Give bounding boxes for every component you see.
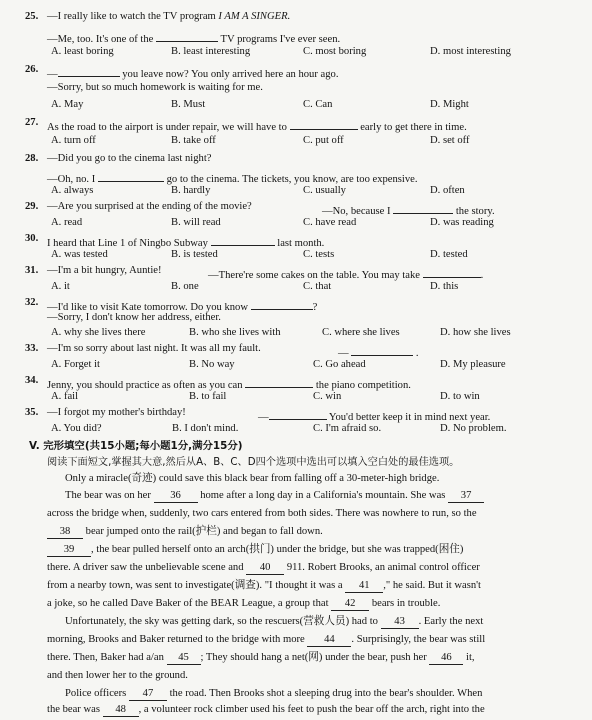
q33-option-a[interactable]: A. Forget it bbox=[51, 359, 100, 370]
q29-reply: —No, because I the story. bbox=[322, 202, 495, 218]
passage-text: there. A driver saw the unbelievable scene and 40 911. Robert Brooks, an animal control officer bbox=[47, 562, 480, 573]
passage-line-10 bbox=[0, 635, 592, 650]
passage-text: Unfortunately, the sky was getting dark, so the rescuers(营救人员) had to 43 . Early the next bbox=[65, 616, 484, 627]
q29-option-a[interactable]: A. read bbox=[51, 217, 83, 228]
q27-option-b[interactable]: B. take off bbox=[171, 135, 216, 146]
passage-text: there. Then, Baker had a/an 45 ; They should hang a net(网) under the bear, push her 46 it, bbox=[47, 652, 475, 663]
q25-reply: —Me, too. It's one of the TV programs I've ever seen. bbox=[47, 30, 340, 46]
q30-stem: I heard that Line 1 of Ningbo Subway last month. bbox=[47, 234, 324, 250]
passage-line-6 bbox=[0, 563, 592, 578]
q25-option-c[interactable]: C. most boring bbox=[303, 46, 367, 57]
passage-text: 38 bear jumped onto the rail(护栏) and began to fall down. bbox=[47, 527, 323, 539]
passage-line-11 bbox=[0, 653, 592, 668]
q31-stem-line bbox=[0, 266, 592, 281]
q34-stem-line bbox=[0, 376, 592, 391]
passage-text: and then lower her to the ground. bbox=[47, 670, 188, 681]
q28-option-b[interactable]: B. hardly bbox=[171, 185, 211, 196]
q35-option-c[interactable]: C. I'm afraid so. bbox=[313, 423, 382, 434]
q32-stem: —I'd like to visit Kate tomorrow. Do you know ? bbox=[47, 298, 317, 314]
blank-38[interactable]: 38 bbox=[47, 527, 83, 539]
q32-reply: —Sorry, I don't know her address, either. bbox=[47, 312, 221, 323]
q32-option-a[interactable]: A. why she lives there bbox=[51, 327, 146, 338]
q30-option-d[interactable]: D. tested bbox=[430, 249, 468, 260]
q29-stem: —Are you surprised at the ending of the movie? bbox=[47, 201, 252, 212]
q30-option-b[interactable]: B. is tested bbox=[171, 249, 218, 260]
q31-option-b[interactable]: B. one bbox=[171, 281, 199, 292]
passage-line-8 bbox=[0, 599, 592, 614]
blank-39[interactable]: 39 bbox=[47, 545, 91, 557]
passage-line-4 bbox=[0, 527, 592, 542]
blank-45[interactable]: 45 bbox=[167, 653, 201, 665]
blank-37[interactable]: 37 bbox=[448, 491, 484, 503]
passage-line-2 bbox=[0, 491, 592, 506]
blank-42[interactable]: 42 bbox=[331, 599, 369, 611]
q29-options bbox=[0, 218, 592, 233]
q31-reply: —There're some cakes on the table. You may take . bbox=[208, 266, 483, 282]
passage-text: across the bridge when, suddenly, two cars entered from both sides. There was nowhere to run, so the bbox=[47, 508, 477, 519]
q28-option-c[interactable]: C. usually bbox=[303, 185, 346, 196]
q27-number: 27. bbox=[25, 117, 39, 128]
q31-option-a[interactable]: A. it bbox=[51, 281, 70, 292]
q25-option-d[interactable]: D. most interesting bbox=[430, 46, 511, 57]
q27-option-c[interactable]: C. put off bbox=[303, 135, 344, 146]
passage-text: Police officers 47 the road. Then Brooks shot a sleeping drug into the bear's shoulder. When bbox=[65, 688, 483, 699]
q33-reply: — . bbox=[338, 344, 419, 360]
passage-line-9 bbox=[0, 617, 592, 632]
q35-option-d[interactable]: D. No problem. bbox=[440, 423, 507, 434]
blank-47[interactable]: 47 bbox=[129, 689, 167, 701]
q32-options bbox=[0, 328, 592, 343]
q35-number: 35. bbox=[25, 407, 39, 418]
q25-stem: —I really like to watch the TV program I AM A SINGER. bbox=[47, 11, 291, 22]
q35-stem: —I forgot my mother's birthday! bbox=[47, 407, 186, 418]
passage-text: the bear was 48 , a volunteer rock climber used his feet to push the bear off the arch, right into the bbox=[47, 704, 485, 715]
q25-reply-line bbox=[0, 30, 592, 45]
q28-number: 28. bbox=[25, 153, 39, 164]
q25-blank bbox=[156, 30, 218, 42]
q33-stem: —I'm so sorry about last night. It was all my fault. bbox=[47, 343, 261, 354]
q25-options bbox=[0, 47, 592, 62]
q32-option-d[interactable]: D. how she lives bbox=[440, 327, 511, 338]
q27-option-a[interactable]: A. turn off bbox=[51, 135, 96, 146]
section-title-line bbox=[0, 441, 592, 456]
q28-option-a[interactable]: A. always bbox=[51, 185, 94, 196]
q28-reply-line bbox=[0, 170, 592, 185]
q26-option-c[interactable]: C. Can bbox=[303, 99, 333, 110]
q33-option-b[interactable]: B. No way bbox=[189, 359, 235, 370]
passage-line-3 bbox=[0, 509, 592, 524]
blank-36[interactable]: 36 bbox=[154, 491, 198, 503]
passage-text: 39 , the bear pulled herself onto an arch(拱门) under the bridge, but she was trapped(困住) bbox=[47, 545, 463, 557]
q28-option-d[interactable]: D. often bbox=[430, 185, 465, 196]
q35-options bbox=[0, 424, 592, 439]
q28-stem-line bbox=[0, 154, 592, 169]
q26-option-b[interactable]: B. Must bbox=[171, 99, 206, 110]
blank-40[interactable]: 40 bbox=[246, 563, 284, 575]
passage-line-12 bbox=[0, 671, 592, 686]
q33-number: 33. bbox=[25, 343, 39, 354]
section-instruction-line bbox=[0, 458, 592, 473]
q33-option-d[interactable]: D. My pleasure bbox=[440, 359, 506, 370]
q34-option-c[interactable]: C. win bbox=[313, 391, 342, 402]
passage-text: The bear was on her 36 home after a long day in a California's mountain. She was 37 bbox=[65, 491, 484, 503]
q30-number: 30. bbox=[25, 233, 39, 244]
q29-option-c[interactable]: C. have read bbox=[303, 217, 357, 228]
passage-line-1 bbox=[0, 474, 592, 489]
q32-option-c[interactable]: C. where she lives bbox=[322, 327, 400, 338]
q31-options bbox=[0, 282, 592, 297]
q35-option-a[interactable]: A. You did? bbox=[51, 423, 102, 434]
blank-43[interactable]: 43 bbox=[381, 617, 419, 629]
q28-stem: —Did you go to the cinema last night? bbox=[47, 153, 212, 164]
passage-line-13 bbox=[0, 689, 592, 704]
q25-stem-line bbox=[0, 12, 592, 27]
section-title: V. 完形填空(共15小题;每小题1分,满分15分) bbox=[29, 440, 243, 452]
q34-option-b[interactable]: B. to fail bbox=[189, 391, 227, 402]
q31-stem: —I'm a bit hungry, Auntie! bbox=[47, 265, 162, 276]
q27-options bbox=[0, 136, 592, 151]
passage-line-14 bbox=[0, 705, 592, 720]
q35-reply: — You'd better keep it in mind next year. bbox=[258, 408, 490, 424]
blank-41[interactable]: 41 bbox=[345, 581, 383, 593]
q31-option-d[interactable]: D. this bbox=[430, 281, 459, 292]
passage-text: morning, Brooks and Baker returned to the bridge with more 44 . Surprisingly, the bear was still bbox=[47, 634, 486, 645]
passage-text: a joke, so he called Dave Baker of the BEAR League, a group that 42 bears in trouble. bbox=[47, 598, 441, 609]
q34-options bbox=[0, 392, 592, 407]
q30-option-c[interactable]: C. tests bbox=[303, 249, 335, 260]
q32-reply-line bbox=[0, 313, 592, 328]
q26-number: 26. bbox=[25, 64, 39, 75]
blank-44[interactable]: 44 bbox=[307, 635, 351, 647]
passage-line-5 bbox=[0, 545, 592, 560]
q30-options bbox=[0, 250, 592, 265]
q27-stem-line bbox=[0, 118, 592, 133]
q34-number: 34. bbox=[25, 375, 39, 386]
q33-options bbox=[0, 360, 592, 375]
q31-number: 31. bbox=[25, 265, 39, 276]
q29-number: 29. bbox=[25, 201, 39, 212]
q32-number: 32. bbox=[25, 297, 39, 308]
q26-options bbox=[0, 100, 592, 115]
passage-line-7 bbox=[0, 581, 592, 596]
q26-option-a[interactable]: A. May bbox=[51, 99, 84, 110]
q28-options bbox=[0, 186, 592, 201]
q30-stem-line bbox=[0, 234, 592, 249]
q27-option-d[interactable]: D. set off bbox=[430, 135, 470, 146]
q32-option-b[interactable]: B. who she lives with bbox=[189, 327, 281, 338]
q35-option-b[interactable]: B. I don't mind. bbox=[172, 423, 239, 434]
q32-stem-line bbox=[0, 298, 592, 313]
passage-text: Only a miracle(奇迹) could save this black bear from falling off a 30-meter-high bridge. bbox=[65, 473, 440, 484]
q25-program: I AM A SINGER. bbox=[218, 11, 291, 22]
q29-option-b[interactable]: B. will read bbox=[171, 217, 221, 228]
q27-stem: As the road to the airport is under repair, we will have to early to get there in time. bbox=[47, 118, 467, 134]
q26-reply-line bbox=[0, 83, 592, 98]
q26-stem-line bbox=[0, 65, 592, 80]
q26-option-d[interactable]: D. Might bbox=[430, 99, 469, 110]
q25-number: 25. bbox=[25, 11, 39, 22]
q34-option-a[interactable]: A. fail bbox=[51, 391, 79, 402]
blank-48[interactable]: 48 bbox=[103, 705, 139, 717]
blank-46[interactable]: 46 bbox=[429, 653, 463, 665]
q35-stem-line bbox=[0, 408, 592, 423]
q29-option-d[interactable]: D. was reading bbox=[430, 217, 494, 228]
q30-option-a[interactable]: A. was tested bbox=[51, 249, 108, 260]
section-instruction: 阅读下面短文,掌握其大意,然后从A、B、C、D四个选项中选出可以填入空白处的最佳选项。 bbox=[47, 457, 460, 468]
q33-stem-line bbox=[0, 344, 592, 359]
q33-option-c[interactable]: C. Go ahead bbox=[313, 359, 366, 370]
q26-reply: —Sorry, but so much homework is waiting for me. bbox=[47, 82, 263, 93]
q34-stem: Jenny, you should practice as often as you can the piano competition. bbox=[47, 376, 411, 392]
q25-option-a[interactable]: A. least boring bbox=[51, 46, 114, 57]
passage-text: from a nearby town, was sent to investigate(调查). "I thought it was a 41 ," he said. But it wasn't bbox=[47, 580, 481, 591]
q25-option-b[interactable]: B. least interesting bbox=[171, 46, 251, 57]
q31-option-c[interactable]: C. that bbox=[303, 281, 332, 292]
q28-reply: —Oh, no. I go to the cinema. The tickets, you know, are too expensive. bbox=[47, 170, 418, 186]
q29-stem-line bbox=[0, 202, 592, 217]
q34-option-d[interactable]: D. to win bbox=[440, 391, 480, 402]
q26-stem: — you leave now? You only arrived here an hour ago. bbox=[47, 65, 338, 81]
